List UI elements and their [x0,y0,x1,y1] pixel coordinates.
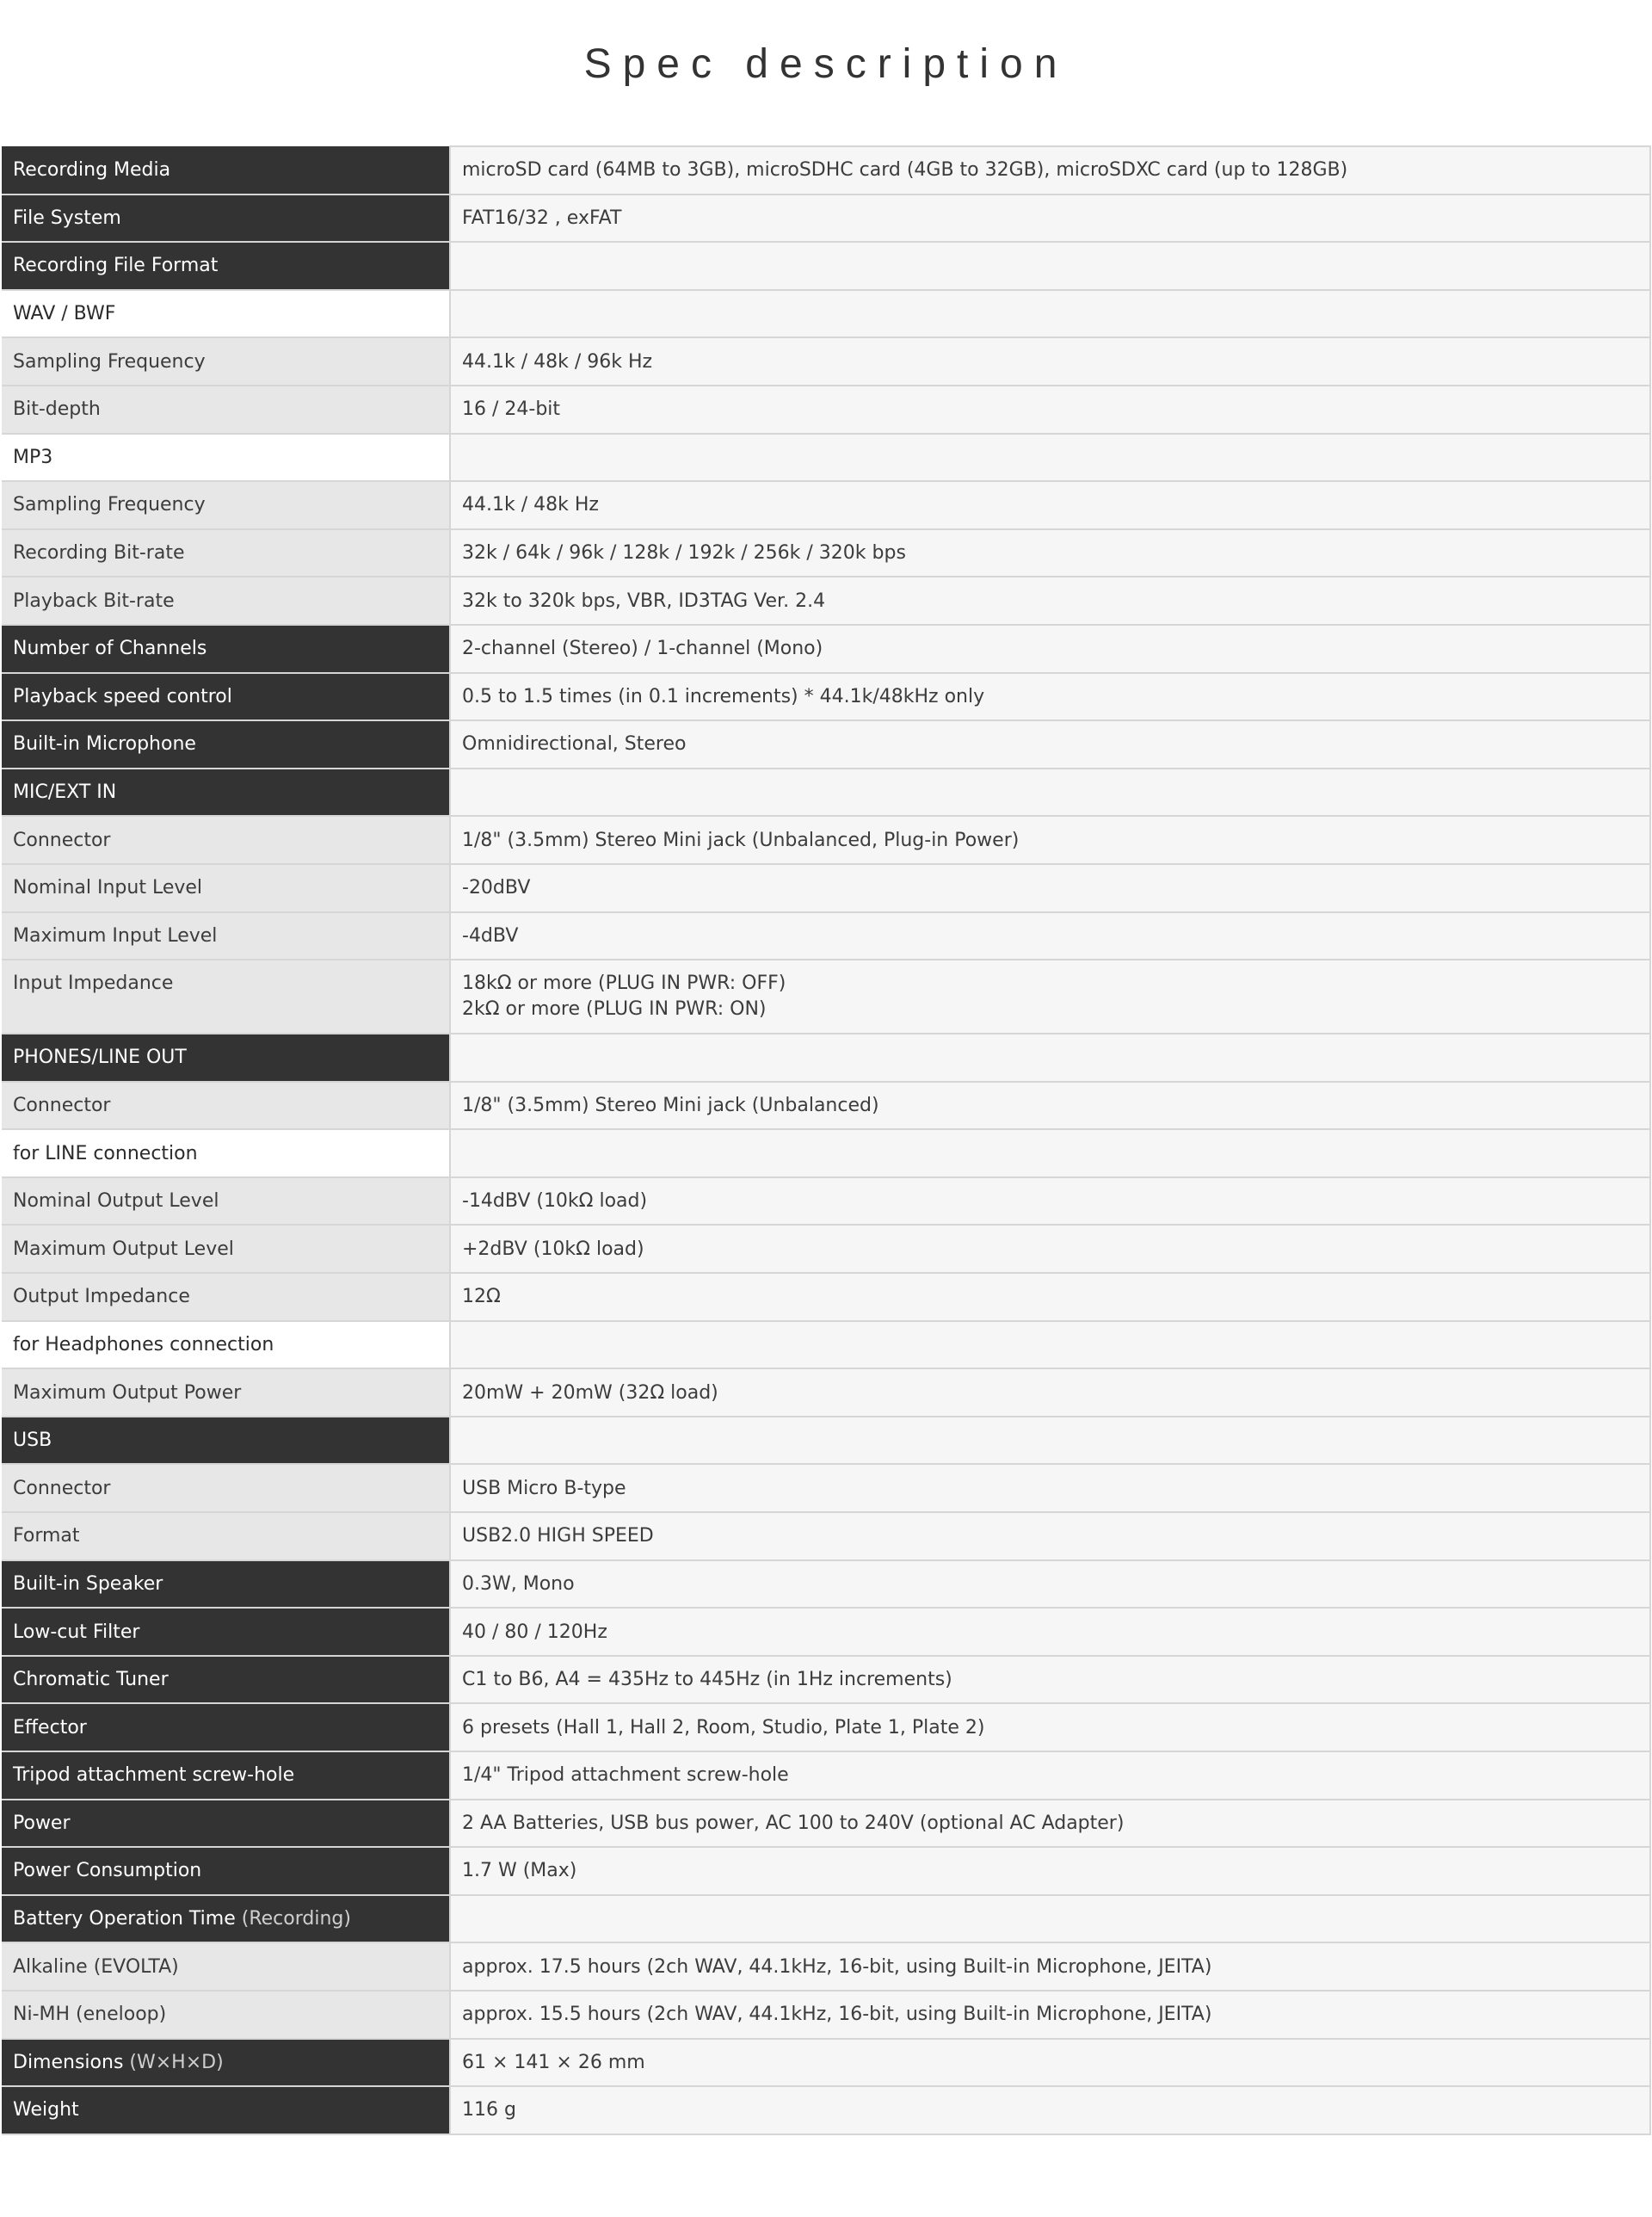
row-label: File System [2,195,450,243]
row-label: Connector [2,816,450,864]
table-row [2,1321,1650,1369]
row-value: -14dBV (10kΩ load) [450,1177,1650,1226]
table-row [2,1273,1650,1321]
table-row [2,960,1650,1034]
row-value: USB Micro B-type [450,1464,1650,1512]
table-row [2,2086,1650,2134]
row-label: Low-cut Filter [2,1608,450,1656]
row-value [450,1321,1650,1369]
table-row [2,1368,1650,1417]
table-row [2,1847,1650,1895]
table-row [2,1417,1650,1465]
row-value: +2dBV (10kΩ load) [450,1225,1650,1273]
table-row [2,242,1650,290]
row-value: approx. 17.5 hours (2ch WAV, 44.1kHz, 16-bit, using Built-in Microphone, JEITA) [450,1942,1650,1991]
row-value [450,1129,1650,1177]
row-value: 32k to 320k bps, VBR, ID3TAG Ver. 2.4 [450,577,1650,625]
row-label: Weight [2,2086,450,2134]
row-label: Sampling Frequency [2,481,450,529]
row-label: Chromatic Tuner [2,1656,450,1704]
row-label: Built-in Speaker [2,1560,450,1609]
row-value [450,242,1650,290]
row-value: 12Ω [450,1273,1650,1321]
row-value: USB2.0 HIGH SPEED [450,1512,1650,1560]
row-label: Maximum Input Level [2,912,450,960]
row-value: 44.1k / 48k / 96k Hz [450,337,1650,386]
row-value: 0.5 to 1.5 times (in 0.1 increments) * 44.1k/48kHz only [450,673,1650,721]
table-row [2,1895,1650,1943]
row-label: Input Impedance [2,960,450,1034]
table-row [2,864,1650,912]
table-row [2,434,1650,482]
row-label: Alkaline (EVOLTA) [2,1942,450,1991]
row-value: Omnidirectional, Stereo [450,720,1650,769]
row-label: Ni-MH (eneloop) [2,1991,450,2039]
row-label: Nominal Input Level [2,864,450,912]
row-value: approx. 15.5 hours (2ch WAV, 44.1kHz, 16-bit, using Built-in Microphone, JEITA) [450,1991,1650,2039]
row-value: 0.3W, Mono [450,1560,1650,1609]
row-label [2,2039,450,2087]
table-row [2,1129,1650,1177]
table-row [2,1177,1650,1226]
row-value: 44.1k / 48k Hz [450,481,1650,529]
table-row [2,1656,1650,1704]
row-value: 1.7 W (Max) [450,1847,1650,1895]
table-row [2,1703,1650,1751]
table-row [2,1034,1650,1082]
row-value: 116 g [450,2086,1650,2134]
row-label: Recording Media [2,146,450,195]
table-row [2,1464,1650,1512]
row-value: 61 × 141 × 26 mm [450,2039,1650,2087]
row-label: Playback speed control [2,673,450,721]
table-row [2,1991,1650,2039]
table-row [2,1225,1650,1273]
row-value [450,290,1650,338]
row-label-note: (W×H×D) [129,2051,224,2073]
row-label-note: (Recording) [241,1908,351,1930]
row-label: Power Consumption [2,1847,450,1895]
row-value: 2-channel (Stereo) / 1-channel (Mono) [450,625,1650,673]
row-value: 2 AA Batteries, USB bus power, AC 100 to 240V (optional AC Adapter) [450,1800,1650,1848]
row-value [450,769,1650,817]
row-value: 32k / 64k / 96k / 128k / 192k / 256k / 320k bps [450,529,1650,577]
row-label: USB [2,1417,450,1465]
row-value: FAT16/32 , exFAT [450,195,1650,243]
row-label: for Headphones connection [2,1321,450,1369]
row-label: Tripod attachment screw-hole [2,1751,450,1800]
row-label: Number of Channels [2,625,450,673]
row-value: 40 / 80 / 120Hz [450,1608,1650,1656]
row-value: 1/8" (3.5mm) Stereo Mini jack (Unbalanced) [450,1082,1650,1130]
table-row [2,337,1650,386]
row-value [450,434,1650,482]
table-row [2,912,1650,960]
row-label: Sampling Frequency [2,337,450,386]
table-row [2,720,1650,769]
row-label: Connector [2,1464,450,1512]
row-value-line: 18kΩ or more (PLUG IN PWR: OFF) [462,973,786,995]
row-label: Nominal Output Level [2,1177,450,1226]
table-row [2,1560,1650,1609]
table-row [2,816,1650,864]
row-value [450,960,1650,1034]
row-label: for LINE connection [2,1129,450,1177]
table-row [2,529,1650,577]
row-label: Power [2,1800,450,1848]
table-row [2,1942,1650,1991]
row-value: microSD card (64MB to 3GB), microSDHC card (4GB to 32GB), microSDXC card (up to 128GB) [450,146,1650,195]
row-value: 16 / 24-bit [450,386,1650,434]
table-row [2,290,1650,338]
table-row [2,1800,1650,1848]
row-label-text: Dimensions [13,2051,124,2073]
row-value: 1/8" (3.5mm) Stereo Mini jack (Unbalanced, Plug-in Power) [450,816,1650,864]
page-title: Spec description [583,41,1069,87]
row-label: Effector [2,1703,450,1751]
table-row [2,1082,1650,1130]
row-label-text: Battery Operation Time [13,1908,236,1930]
row-value [450,1417,1650,1465]
table-row [2,625,1650,673]
table-row [2,481,1650,529]
row-value: C1 to B6, A4 = 435Hz to 445Hz (in 1Hz increments) [450,1656,1650,1704]
row-value: 1/4" Tripod attachment screw-hole [450,1751,1650,1800]
row-value [450,1895,1650,1943]
row-label: Recording Bit-rate [2,529,450,577]
row-value: 6 presets (Hall 1, Hall 2, Room, Studio, Plate 1, Plate 2) [450,1703,1650,1751]
table-row [2,577,1650,625]
row-value: 20mW + 20mW (32Ω load) [450,1368,1650,1417]
table-row [2,146,1650,195]
spec-table [2,145,1651,2135]
table-row [2,1512,1650,1560]
table-row [2,2039,1650,2087]
table-row [2,1608,1650,1656]
row-label: Maximum Output Level [2,1225,450,1273]
row-label: Built-in Microphone [2,720,450,769]
table-row [2,386,1650,434]
row-label: Connector [2,1082,450,1130]
row-label: Maximum Output Power [2,1368,450,1417]
table-row [2,673,1650,721]
row-label: MIC/EXT IN [2,769,450,817]
row-label: MP3 [2,434,450,482]
row-label: Format [2,1512,450,1560]
table-row [2,195,1650,243]
table-row [2,769,1650,817]
table-row [2,1751,1650,1800]
row-label: Recording File Format [2,242,450,290]
row-value: -20dBV [450,864,1650,912]
row-label: PHONES/LINE OUT [2,1034,450,1082]
row-value: -4dBV [450,912,1650,960]
row-label [2,1895,450,1943]
row-value [450,1034,1650,1082]
row-label: Playback Bit-rate [2,577,450,625]
row-value-line: 2kΩ or more (PLUG IN PWR: ON) [462,998,767,1021]
row-label: Bit-depth [2,386,450,434]
row-label: Output Impedance [2,1273,450,1321]
row-label: WAV / BWF [2,290,450,338]
